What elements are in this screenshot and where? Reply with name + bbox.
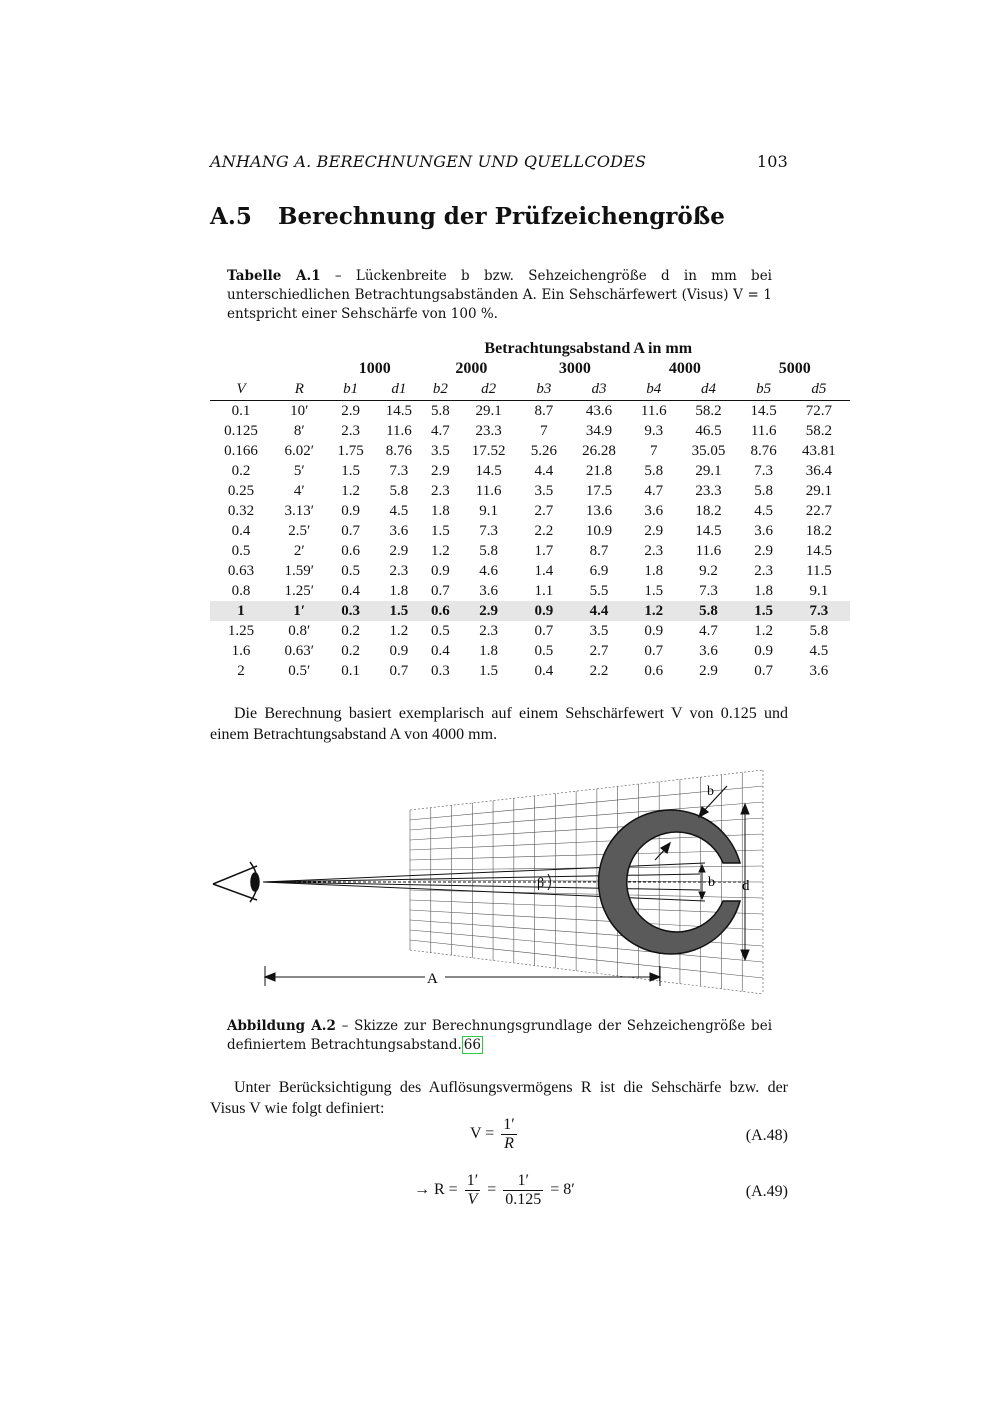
table-cell: 1.7 (534, 542, 554, 559)
column-header: d5 (788, 379, 850, 401)
table-cell: 8.7 (589, 542, 609, 559)
equation-number-a48: (A.48) (745, 1127, 788, 1144)
table-cell: 23.3 (695, 482, 722, 499)
table-row (210, 561, 850, 581)
a-dimension (265, 966, 660, 986)
table-cell: 26.28 (582, 442, 616, 459)
table-cell: 0.5 (430, 622, 450, 639)
table-cell: 3.5 (430, 442, 450, 459)
table-cell: 0.1 (231, 402, 251, 419)
fraction (465, 1172, 481, 1209)
section-heading (210, 203, 725, 230)
running-head (210, 152, 788, 171)
equation-a48 (470, 1116, 520, 1153)
fraction (503, 1172, 543, 1209)
table-cell: 14.5 (750, 402, 777, 419)
table-cell: 3.13′ (284, 502, 315, 519)
table-cell: 5.8 (389, 482, 409, 499)
table-cell: 17.52 (471, 442, 506, 459)
table-cell: 8.76 (750, 442, 777, 459)
table-cell: 4.5 (389, 502, 409, 519)
table-row (210, 501, 850, 521)
table-cell: 0.4 (231, 522, 251, 539)
eye-icon (213, 862, 259, 902)
table-cell: 0.5′ (288, 662, 311, 679)
table-cell: 9.2 (699, 562, 718, 579)
table-row (210, 601, 850, 621)
landolt-ring-figure (205, 762, 775, 1002)
table-cell: 1.8 (754, 582, 774, 599)
table-cell: 7.3 (699, 582, 718, 599)
table-cell: 3.6 (479, 582, 498, 599)
table-cell: 72.7 (805, 402, 833, 419)
table-cell: 7.3 (788, 601, 850, 621)
table-cell: 0.6 (341, 542, 360, 559)
table-cell: 1.5 (644, 582, 664, 599)
table-cell: 1.2 (430, 542, 450, 559)
fraction (501, 1116, 517, 1153)
table-row (210, 541, 850, 561)
table-cell: 1.2 (341, 482, 360, 499)
beta-label: β (537, 876, 545, 891)
table-cell: 0.9 (520, 601, 568, 621)
table-cell: 2.7 (534, 502, 554, 519)
table-cell: 36.4 (805, 462, 833, 479)
table-cell: 0.5 (534, 642, 554, 659)
table-cell: 18.2 (695, 502, 722, 519)
table-cell: 9.3 (644, 422, 664, 439)
table-cell: 1.25′ (284, 582, 315, 599)
table-cell: 2.3 (430, 482, 450, 499)
column-header: d2 (458, 379, 520, 401)
table-caption-label: Tabelle A.1 (227, 268, 321, 284)
b-top-label: b (707, 784, 714, 799)
table-cell: 2.3 (644, 542, 664, 559)
denominator: 0.125 (505, 1191, 542, 1208)
table-cell: 0.5 (341, 562, 360, 579)
paragraph-text: Unter Berücksichtigung des Auflösungsvermögens R ist die Sehschärfe bzw. der Visus V wie folgt definiert: (210, 1079, 788, 1117)
table-cell: 46.5 (695, 422, 722, 439)
table-cell: 4.5 (809, 642, 829, 659)
column-header: b4 (630, 379, 677, 401)
table-cell: 10.9 (585, 522, 613, 539)
figure-caption-text: – Skizze zur Berechnungsgrundlage der Sehzeichengröße bei definiertem Betrachtungsabstand. (227, 1018, 773, 1053)
table-cell: 17.5 (585, 482, 613, 499)
table-cell: 9.1 (809, 582, 829, 599)
table-cell: 0.4 (341, 582, 360, 599)
table-cell: 2.9 (644, 522, 664, 539)
table-cell: 0.7 (430, 582, 450, 599)
distance-header: 5000 (778, 360, 811, 377)
table-cell: 5.8 (754, 482, 774, 499)
table-cell: 5.5 (589, 582, 609, 599)
denominator: R (504, 1135, 514, 1152)
table-cell: 5.8 (644, 462, 664, 479)
table-cell: 3.6 (389, 522, 409, 539)
table-cell: 7 (540, 422, 548, 439)
table-cell: 0.63′ (284, 642, 315, 659)
table-cell: 0.9 (754, 642, 774, 659)
table-group-title: Betrachtungsabstand A in mm (484, 340, 693, 357)
table-cell: 11.6 (640, 402, 667, 419)
table-cell: 2.7 (589, 642, 609, 659)
page-number: 103 (756, 152, 788, 171)
table-cell: 1.2 (630, 601, 677, 621)
table-cell: 1.8 (389, 582, 409, 599)
table-cell: 13.6 (585, 502, 613, 519)
table-row (210, 421, 850, 441)
table-cell: 11.6 (386, 422, 412, 439)
table-cell: 35.05 (691, 442, 726, 459)
section-title: Berechnung der Prüfzeichengröße (278, 203, 725, 230)
distance-header: 2000 (455, 360, 488, 377)
table-cell: 6.9 (589, 562, 609, 579)
column-header: V (210, 379, 272, 401)
table-cell: 2.9 (389, 542, 409, 559)
citation-link[interactable]: 66 (463, 1037, 481, 1053)
b-gap-label: b (708, 875, 715, 890)
table-cell: 4.4 (568, 601, 630, 621)
table-cell: 5.8 (677, 601, 739, 621)
table-cell: 3.5 (534, 482, 554, 499)
table-cell: 7.3 (479, 522, 498, 539)
table-cell: 14.5 (475, 462, 502, 479)
table-cell: 1.8 (430, 502, 450, 519)
table-cell: 1.5 (479, 662, 498, 679)
table-cell: 6.02′ (284, 442, 315, 459)
table-cell: 7.3 (754, 462, 774, 479)
table-cell: 0.32 (227, 502, 255, 519)
table-cell: 29.1 (805, 482, 833, 499)
table-cell: 2.3 (479, 622, 498, 639)
numerator: 1′ (503, 1116, 515, 1133)
column-header: b1 (326, 379, 374, 401)
table-cell: 3.6 (754, 522, 774, 539)
table-cell: 4.7 (430, 422, 450, 439)
table-caption (227, 267, 772, 324)
table-cell: 3.6 (644, 502, 664, 519)
figure-caption (227, 1017, 772, 1055)
table-row (210, 621, 850, 641)
table-cell: 4.5 (754, 502, 774, 519)
table-cell: 2.5′ (288, 522, 311, 539)
table-cell: 1.5 (740, 601, 788, 621)
table-cell: 1 (210, 601, 272, 621)
table-cell: 0.3 (326, 601, 374, 621)
table-cell: 0.7 (341, 522, 360, 539)
table-cell: 2.2 (534, 522, 554, 539)
column-header: b3 (520, 379, 568, 401)
table-cell: 4.4 (534, 462, 554, 479)
table-cell: 0.125 (224, 422, 258, 439)
table-cell: 22.7 (805, 502, 833, 519)
table-row (210, 441, 850, 461)
numerator: 1′ (466, 1172, 479, 1189)
table-cell: 11.6 (695, 542, 722, 559)
table-cell: 1.6 (231, 642, 251, 659)
table-cell: 0.6 (423, 601, 458, 621)
table-cell: 4′ (293, 482, 305, 499)
table-cell: 0.63 (227, 562, 255, 579)
eq-equals: = (487, 1181, 497, 1199)
distance-header: 4000 (668, 360, 701, 377)
section-number: A.5 (210, 203, 252, 230)
table-cell: 0.8′ (288, 622, 311, 639)
table-row (210, 661, 850, 681)
visus-table (210, 339, 850, 681)
table-cell: 0.2 (341, 642, 360, 659)
table-cell: 2.3 (341, 422, 360, 439)
table-cell: 43.6 (585, 402, 613, 419)
table-row (210, 481, 850, 501)
equation-number-a49: (A.49) (745, 1183, 788, 1200)
table-cell: 7.3 (389, 462, 409, 479)
table-cell: 11.6 (750, 422, 777, 439)
table-cell: 1.59′ (284, 562, 315, 579)
table-cell: 2.9 (754, 542, 774, 559)
table-cell: 8′ (293, 422, 305, 439)
denominator: V (467, 1191, 478, 1208)
table-cell: 1.25 (227, 622, 255, 639)
distance-header: 1000 (358, 360, 391, 377)
distance-header: 3000 (558, 360, 591, 377)
table-cell: 7 (650, 442, 658, 459)
table-cell: 2.3 (389, 562, 409, 579)
table-cell: 23.3 (475, 422, 502, 439)
column-header: b5 (740, 379, 788, 401)
paragraph-calculation-basis (210, 703, 788, 745)
table-row (210, 581, 850, 601)
table-cell: 29.1 (695, 462, 722, 479)
table-cell: 5.26 (530, 442, 557, 459)
table-cell: 4.7 (699, 622, 718, 639)
table-cell: 2.9 (430, 462, 450, 479)
table-cell: 0.9 (389, 642, 409, 659)
table-cell: 0.166 (224, 442, 258, 459)
table-row (210, 521, 850, 541)
table-cell: 0.6 (644, 662, 664, 679)
table-cell: 34.9 (585, 422, 613, 439)
table-cell: 1.2 (389, 622, 409, 639)
column-header: d3 (568, 379, 630, 401)
eq-lhs: → R = (414, 1181, 458, 1199)
table-cell: 1.8 (479, 642, 498, 659)
table-cell: 1.4 (534, 562, 554, 579)
table-cell: 11.5 (806, 562, 832, 579)
table-cell: 0.4 (430, 642, 450, 659)
table-cell: 1′ (272, 601, 326, 621)
table-cell: 1.5 (430, 522, 450, 539)
column-header-row (210, 379, 850, 401)
column-header: b2 (423, 379, 458, 401)
table-body (210, 401, 850, 682)
table-cell: 2′ (293, 542, 305, 559)
table-cell: 0.9 (341, 502, 360, 519)
table-cell: 43.81 (802, 442, 836, 459)
table-cell: 0.7 (389, 662, 409, 679)
column-header: R (272, 379, 326, 401)
table-cell: 0.8 (231, 582, 251, 599)
column-header: d4 (677, 379, 739, 401)
table-cell: 0.7 (644, 642, 664, 659)
table-cell: 8.76 (385, 442, 413, 459)
table-cell: 8.7 (534, 402, 554, 419)
table-cell: 0.4 (534, 662, 554, 679)
eq-rhs: = 8′ (550, 1181, 575, 1199)
equation-a49 (414, 1172, 575, 1209)
table-cell: 1.75 (337, 442, 364, 459)
table-cell: 21.8 (585, 462, 613, 479)
eq-lhs: V = (470, 1125, 495, 1143)
table-cell: 1.5 (341, 462, 360, 479)
figure-caption-label: Abbildung A.2 (227, 1018, 336, 1034)
table-cell: 14.5 (385, 402, 413, 419)
table-cell: 5′ (293, 462, 305, 479)
table-row (210, 641, 850, 661)
table-cell: 2.9 (699, 662, 718, 679)
column-header: d1 (375, 379, 423, 401)
table-cell: 5.8 (809, 622, 829, 639)
table-cell: 0.2 (231, 462, 251, 479)
table-cell: 2 (237, 662, 245, 679)
table-row (210, 461, 850, 481)
table-cell: 0.1 (341, 662, 360, 679)
table-cell: 4.6 (479, 562, 498, 579)
table-cell: 3.5 (589, 622, 609, 639)
table-cell: 5.8 (430, 402, 450, 419)
table-cell: 1.2 (754, 622, 774, 639)
table-cell: 29.1 (475, 402, 502, 419)
table-cell: 11.6 (475, 482, 502, 499)
table-cell: 58.2 (805, 422, 833, 439)
table-cell: 3.6 (699, 642, 718, 659)
table-cell: 0.9 (430, 562, 450, 579)
table-cell: 0.3 (430, 662, 450, 679)
table-cell: 0.2 (341, 622, 360, 639)
paragraph-visus-definition (210, 1077, 788, 1119)
table-cell: 2.3 (754, 562, 774, 579)
table-cell: 2.2 (589, 662, 609, 679)
table-cell: 4.7 (644, 482, 664, 499)
table-cell: 5.8 (479, 542, 498, 559)
table-cell: 1.1 (534, 582, 554, 599)
paragraph-text: Die Berechnung basiert exemplarisch auf einem Sehschärfewert V von 0.125 und einem Betrachtungsabstand A von 4000 mm. (210, 705, 788, 743)
table-cell: 0.25 (227, 482, 255, 499)
table-cell: 18.2 (805, 522, 833, 539)
table-cell: 9.1 (479, 502, 498, 519)
table-cell: 1.8 (644, 562, 664, 579)
table-cell: 0.5 (231, 542, 251, 559)
a-label: A (427, 971, 438, 987)
table-cell: 0.7 (754, 662, 774, 679)
table-row (210, 401, 850, 422)
table-cell: 10′ (290, 402, 309, 419)
table-cell: 14.5 (695, 522, 722, 539)
numerator: 1′ (503, 1172, 543, 1191)
table-cell: 14.5 (805, 542, 833, 559)
table-cell: 0.7 (534, 622, 554, 639)
table-cell: 1.5 (375, 601, 423, 621)
table-caption-text: – Lückenbreite b bzw. Sehzeichengröße d in mm bei unterschiedlichen Betrachtungsabständen A. Ein Sehschärfewert (Visus) V = 1 entspricht einer Sehschärfe von 100 %. (227, 268, 772, 322)
table-cell: 58.2 (695, 402, 722, 419)
d-label: d (742, 878, 750, 894)
table-cell: 0.9 (644, 622, 664, 639)
table-cell: 3.6 (809, 662, 829, 679)
table-cell: 2.9 (341, 402, 360, 419)
table-cell: 2.9 (458, 601, 520, 621)
running-head-title: ANHANG A. BERECHNUNGEN UND QUELLCODES (210, 152, 647, 171)
